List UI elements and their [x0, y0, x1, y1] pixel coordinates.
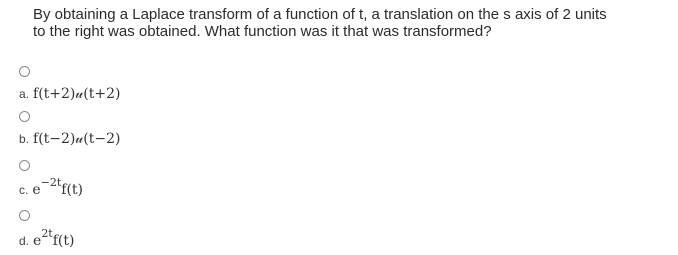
option-b-letter: b. — [19, 132, 30, 146]
option-d-expression — [33, 227, 75, 249]
radio-option-d[interactable] — [19, 210, 30, 221]
radio-option-a[interactable] — [19, 66, 30, 77]
option-c-base: e — [32, 181, 41, 198]
option-d[interactable] — [19, 229, 74, 249]
option-a[interactable] — [19, 86, 120, 102]
option-d-rest: f(t) — [52, 232, 75, 249]
option-a-expression: f(t+2)𝓊(t+2) — [33, 86, 121, 102]
option-a-letter: a. — [19, 87, 30, 101]
option-b-expression: f(t−2)𝓊(t−2) — [33, 131, 121, 147]
option-d-exponent: 2t — [41, 227, 53, 240]
option-c-rest: f(t) — [61, 181, 84, 198]
question-line-2: to the right was obtained. What function was it that was transformed? — [33, 23, 492, 40]
option-c-expression — [32, 176, 84, 198]
option-c-exponent: −2t — [40, 176, 62, 189]
question-line-1: By obtaining a Laplace transform of a function of t, a translation on the s axis of 2 units — [33, 6, 607, 23]
radio-option-b[interactable] — [19, 111, 30, 122]
radio-option-c[interactable] — [19, 160, 30, 171]
option-d-base: e — [33, 232, 42, 249]
question-text — [33, 6, 663, 40]
option-c[interactable] — [19, 178, 83, 198]
option-c-letter: c. — [19, 182, 29, 197]
option-b[interactable] — [19, 131, 120, 147]
option-d-letter: d. — [19, 233, 30, 248]
